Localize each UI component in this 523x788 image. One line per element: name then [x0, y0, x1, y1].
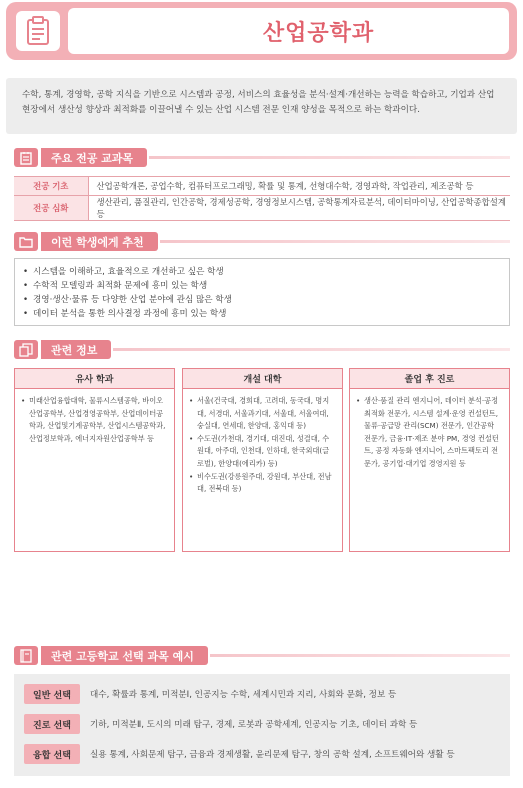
title-panel — [68, 8, 509, 54]
section-divider — [149, 156, 510, 159]
intro-text: 수학, 통계, 경영학, 공학 지식을 기반으로 시스템과 공정, 서비스의 효율성을 분석·설계·개선하는 능력을 학습하고, 기업과 산업 현장에서 생산성 향상과 최적화를 이끌어낼 수 있는 산업 시스템 전문 인재 양성을 목적으로 하는 학과이다. — [6, 78, 517, 134]
list-item: • 생산·품질 관리 엔지니어, 데이터 분석·공정 최적화 전문가, 시스템 설계·운영 컨설턴트, 물류·공급망 관리(SCM) 전문가, 인간공학 전문가, 금융·IT·제조 분야 PM, 경영 컨설턴트, 공정 자동화 엔지니어, 스마트팩토리 전문가, 공기업·대기업 경영지원 등 — [356, 395, 503, 471]
section-header-highschool — [14, 646, 510, 665]
course-category: 전공 심화 — [14, 196, 88, 221]
info-column-careers — [349, 368, 510, 552]
list-item: • 미래산업융합대학, 물류시스템공학, 바이오산업공학부, 산업경영공학부, 산업데이터공학과, 산업및기계공학부, 산업시스템공학과, 산업정보학과, 에너지자원산업공학부 등 — [21, 395, 168, 445]
clipboard-icon — [16, 11, 60, 51]
section-title-target: 이런 학생에게 추천 — [41, 232, 158, 251]
info-column-list — [350, 389, 509, 477]
documents-icon — [14, 340, 38, 359]
info-column-similar-majors — [14, 368, 175, 552]
info-column-heading: 졸업 후 진로 — [350, 369, 509, 389]
info-column-list — [15, 389, 174, 451]
subject-list: 대수, 확률과 통계, 미적분Ⅰ, 인공지능 수학, 세계시민과 지리, 사회와 문화, 정보 등 — [90, 690, 397, 700]
subject-category: 융합 선택 — [24, 744, 80, 764]
info-column-heading: 유사 학과 — [15, 369, 174, 389]
table-row — [14, 196, 510, 221]
book-icon — [14, 646, 38, 665]
section-divider — [210, 654, 510, 657]
course-list: 산업공학개론, 공업수학, 컴퓨터프로그래밍, 확률 및 통계, 선형대수학, 경영과학, 작업관리, 제조공학 등 — [88, 177, 510, 196]
info-column-universities — [182, 368, 343, 552]
subject-list: 기하, 미적분Ⅱ, 도시의 미래 탐구, 경제, 로봇과 공학세계, 인공지능 기초, 데이터 과학 등 — [90, 720, 418, 730]
list-item: • 수학적 모델링과 최적화 문제에 흥미 있는 학생 — [23, 279, 501, 293]
highschool-subjects-box — [14, 674, 510, 776]
course-category: 전공 기초 — [14, 177, 88, 196]
list-item: • 데이터 분석을 통한 의사결정 과정에 흥미 있는 학생 — [23, 307, 501, 321]
table-row — [14, 177, 510, 196]
subject-category: 진로 선택 — [24, 714, 80, 734]
section-divider — [160, 240, 510, 243]
title-banner — [6, 2, 517, 60]
section-header-info — [14, 340, 510, 359]
subject-list: 실용 통계, 사회문제 탐구, 금융과 경제생활, 윤리문제 탐구, 창의 공학 설계, 소프트웨어와 생활 등 — [90, 750, 455, 760]
course-list: 생산관리, 품질관리, 인간공학, 경제성공학, 경영정보시스템, 공학통계자료분석, 데이터마이닝, 산업공학종합설계 등 — [88, 196, 510, 221]
subject-row — [24, 684, 396, 704]
section-header-target — [14, 232, 510, 251]
page-title: 산업공학과 — [262, 20, 375, 46]
info-column-heading: 개설 대학 — [183, 369, 342, 389]
section-header-courses — [14, 148, 510, 167]
subject-row — [24, 714, 417, 734]
list-item: • 비수도권(강릉원주대, 강원대, 부산대, 전남대, 전북대 등) — [189, 471, 336, 496]
list-item: • 수도권(가천대, 경기대, 대진대, 성결대, 수원대, 아주대, 인천대, 인하대, 한국외대(글로벌), 한양대(에리카) 등) — [189, 433, 336, 471]
section-title-courses: 주요 전공 교과목 — [41, 148, 147, 167]
target-list — [14, 258, 510, 326]
info-column-list — [183, 389, 342, 502]
notepad-icon — [14, 148, 38, 167]
list-item: • 경영·생산·물류 등 다양한 산업 분야에 관심 많은 학생 — [23, 293, 501, 307]
list-item: • 서울(건국대, 경희대, 고려대, 동국대, 명지대, 서경대, 서울과기대, 서울대, 서울여대, 숭실대, 연세대, 한양대, 홍익대 등) — [189, 395, 336, 433]
section-divider — [113, 348, 510, 351]
subject-row — [24, 744, 455, 764]
section-title-highschool: 관련 고등학교 선택 과목 예시 — [41, 646, 208, 665]
folder-icon — [14, 232, 38, 251]
list-item: • 시스템을 이해하고, 효율적으로 개선하고 싶은 학생 — [23, 265, 501, 279]
courses-table — [14, 176, 510, 221]
subject-category: 일반 선택 — [24, 684, 80, 704]
section-title-info: 관련 정보 — [41, 340, 111, 359]
